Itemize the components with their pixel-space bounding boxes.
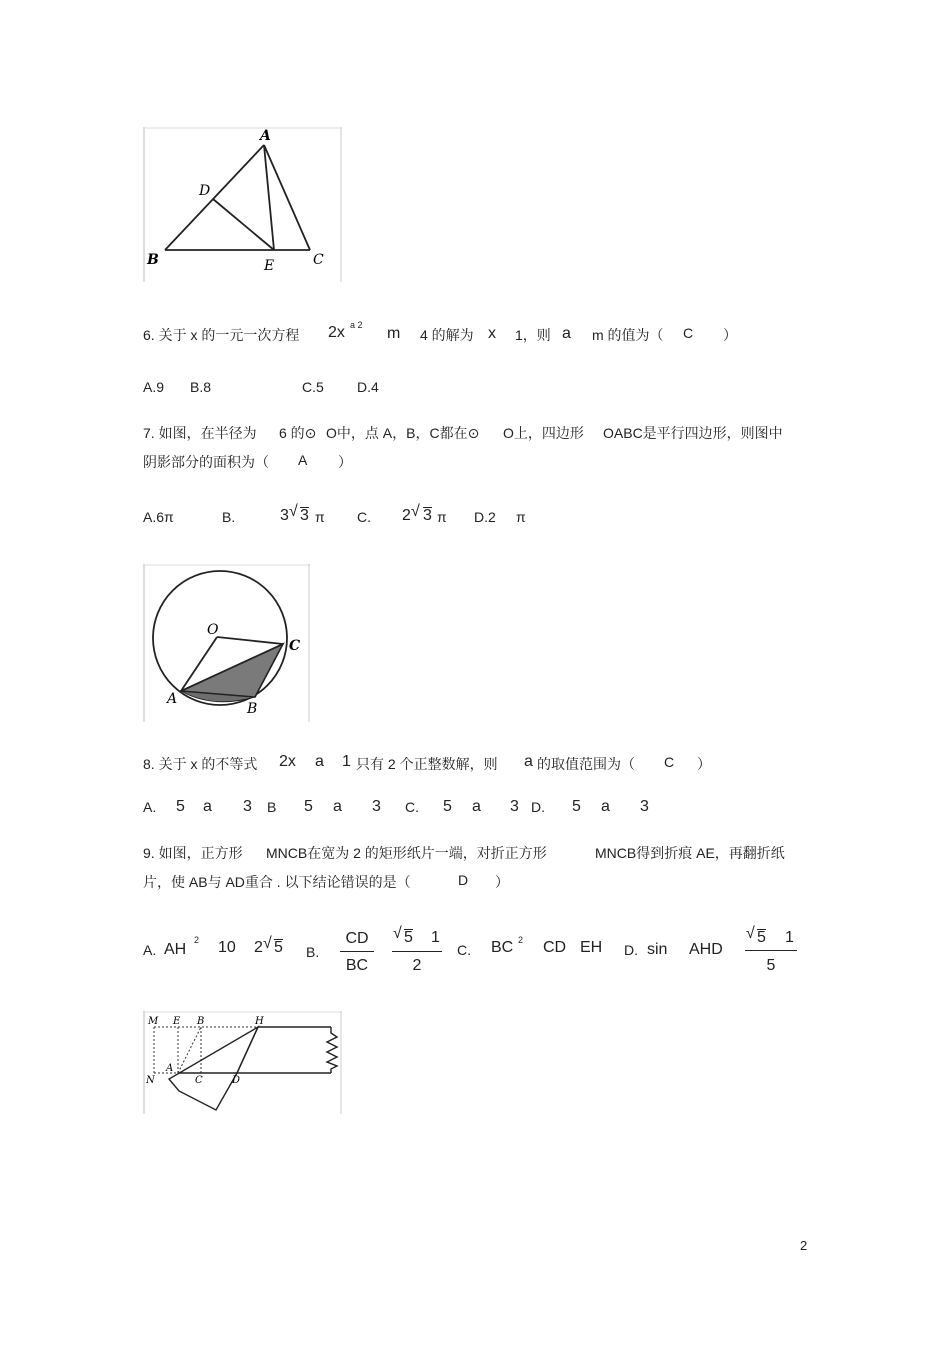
q9-option-a-exp: 2 [194,935,200,945]
q9-option-b-denominator: BC [345,957,369,974]
label-H: H [255,1016,264,1027]
q6-eq-rest: 4 的解为 [420,327,474,343]
figure-circle [143,564,310,722]
q9-option-c-bc: BC [491,939,514,956]
q8-option-b-high: 3 [372,798,381,815]
q6-tail: m 的值为（ [592,327,664,343]
q6-a: a [562,325,571,342]
q8-option-c-var: a [472,798,481,815]
q7-option-c-pi: π [437,509,447,525]
q7-line1-b: 6 的⊙ [279,425,317,441]
label-B: B [197,1016,205,1027]
q9-option-d-ahd: AHD [689,941,723,958]
circle-diagram [143,564,310,722]
label-D: D [232,1075,241,1086]
q6-answer: C [683,325,694,341]
q7-line1-d: O上，四边形 [503,425,584,441]
label-N: N [146,1075,155,1086]
triangle-diagram [143,127,342,282]
q6-one: 1，则 [515,327,551,343]
q8-a: a [524,753,533,770]
label-C: C [313,252,324,268]
label-B: B [147,252,159,268]
q7-option-b-radicand: 3 [300,507,309,524]
q9-option-c-label: C. [457,942,471,958]
q8-option-d-var: a [601,798,610,815]
q6-eq-2x: 2x [328,324,345,341]
q9-option-a-coef: 2 [254,939,263,956]
q9-option-b-label: B. [306,944,320,960]
q8-answer: C [664,754,675,770]
q7-option-b-coef: 3 [280,507,289,524]
sqrt-icon: √ [393,925,402,942]
q8-option-b-label: B [267,799,277,815]
page-number: 2 [800,1238,808,1253]
q8-option-c-label: C. [405,799,419,815]
q7-option-c-coef: 2 [402,507,411,524]
q8-option-a-var: a [203,798,212,815]
q9-option-c-exp: 2 [518,935,524,945]
q6-x: x [488,325,496,342]
q9-option-d-rad: 5 [757,929,766,946]
sqrt-icon: √ [263,935,272,952]
q6-option-a: A.9 [143,379,165,395]
q7-close: ） [338,454,352,470]
q9-line1-a: 9. 如图，正方形 [143,845,243,861]
q6-prefix: 6. 关于 x 的一元一次方程 [143,327,300,343]
q6-option-b: B.8 [190,379,212,395]
q8-option-a-high: 3 [243,798,252,815]
q8-option-d-label: D. [531,799,545,815]
q7-option-c-radicand: 3 [423,507,432,524]
q7-option-d-pi: π [516,509,526,525]
q9-answer: D [458,872,469,888]
fold-diagram [143,1011,342,1114]
q8-expr-1: 1 [342,753,351,770]
q7-line2: 阴影部分的面积为（ [143,454,269,470]
q9-option-b-numerator: CD [345,930,369,947]
label-A: A [167,691,178,707]
sqrt-icon: √ [289,503,298,520]
q9-option-b-one: 1 [431,929,440,946]
q6-close: ） [723,327,737,343]
q9-option-d-sin: sin [647,941,668,958]
q8-expr-a: a [315,753,324,770]
q8-tail: 的取值范围为（ [537,756,635,772]
q7-answer: A [298,452,308,468]
figure-triangle [143,127,342,282]
q6-option-c: C.5 [302,379,324,395]
q9-option-a-label: A. [143,942,157,958]
q9-option-d-one: 1 [785,929,794,946]
q8-expr-2x: 2x [279,753,296,770]
q7-line1-a: 7. 如图，在半径为 [143,425,257,441]
q9-close: ） [495,874,509,890]
fraction-bar [745,950,797,951]
fraction-bar [340,951,374,952]
label-A: A [260,128,271,144]
q7-option-a: A.6π [143,509,174,525]
q8-option-c-low: 5 [443,798,452,815]
q9-option-a-10: 10 [218,939,236,956]
q8-close: ） [697,756,711,772]
label-C: C [289,638,301,654]
q7-option-c-label: C. [357,509,371,525]
q8-option-b-var: a [333,798,342,815]
label-B: B [247,701,258,717]
q9-line1-b: MNCB在宽为 2 的矩形纸片一端，对折正方形 [266,845,547,861]
q8-option-d-high: 3 [640,798,649,815]
label-O: O [207,622,219,638]
sqrt-icon: √ [746,925,755,942]
q7-line1-c: O中，点 A，B，C都在⊙ [326,425,480,441]
label-C: C [195,1075,203,1086]
label-E: E [173,1016,181,1027]
q9-option-b-rden: 2 [412,957,422,974]
q8-option-a-low: 5 [176,798,185,815]
figure-fold [143,1011,342,1114]
label-A: A [166,1063,174,1074]
label-M: M [148,1016,159,1027]
q9-option-d-label: D. [624,942,638,958]
q8-option-c-high: 3 [510,798,519,815]
q7-option-d: D.2 [474,509,496,525]
q7-option-b-label: B. [222,509,236,525]
label-E: E [264,258,275,274]
q9-option-c-eh: EH [580,939,603,956]
q7-option-b-pi: π [315,509,325,525]
q8-option-b-low: 5 [304,798,313,815]
q8-option-d-low: 5 [572,798,581,815]
sqrt-icon: √ [411,503,420,520]
q6-eq-exp: a 2 [350,320,363,330]
q6-eq-m: m [387,325,401,342]
q9-option-d-den: 5 [766,957,776,974]
q9-option-c-cd: CD [543,939,567,956]
fraction-bar [392,951,442,952]
q9-line2: 片，使 AB与 AD重合 . 以下结论错误的是（ [143,874,411,890]
q9-option-a-radicand: 5 [274,939,283,956]
q7-line1-e: OABC是平行四边形，则图中 [603,425,783,441]
q8-suffix: 只有 2 个正整数解，则 [356,756,498,772]
q9-line1-c: MNCB得到折痕 AE，再翻折纸 [595,845,785,861]
label-D: D [199,183,211,199]
q8-prefix: 8. 关于 x 的不等式 [143,756,258,772]
q8-option-a-label: A. [143,799,157,815]
q6-option-d: D.4 [357,379,379,395]
q9-option-a-ah: AH [164,941,187,958]
q9-option-b-rad: 5 [404,929,413,946]
